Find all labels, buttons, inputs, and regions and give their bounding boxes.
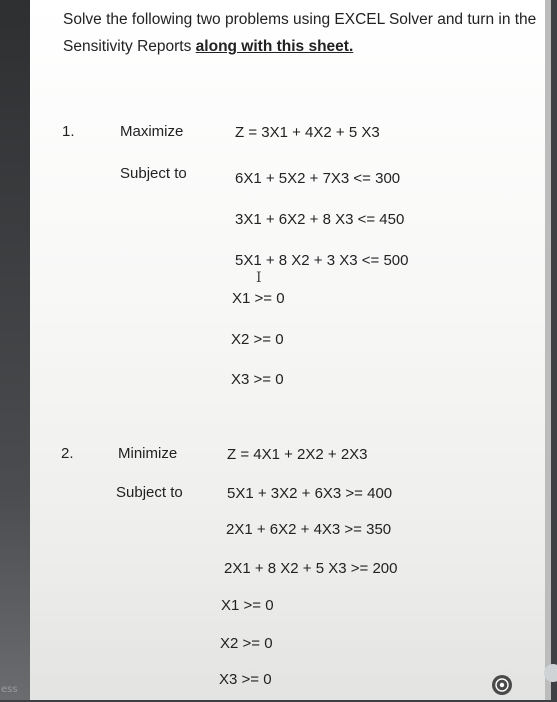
problem-1-constraint-6: X3 >= 0 [231,371,284,388]
problem-1-number: 1. [62,123,75,140]
help-icon-svg [492,675,512,695]
problem-2-constraint-1: 5X1 + 3X2 + 6X3 >= 400 [227,485,393,502]
help-icon[interactable] [492,675,512,695]
problem-1-constraint-2: 3X1 + 6X2 + 8 X3 <= 450 [235,211,405,228]
strip-text: ess [1,684,18,695]
problem-2-constraint-2: 2X1 + 6X2 + 4X3 >= 350 [226,521,392,538]
problem-1-constraint-1: 6X1 + 5X2 + 7X3 <= 300 [235,170,401,187]
background-strip [0,0,30,700]
problem-1-objective: Z = 3X1 + 4X2 + 5 X3 [235,124,380,141]
problem-1-constraint-3: 5X1 + 8 X2 + 3 X3 <= 500 [235,252,409,269]
instructions-text: Sensitivity Reports [63,38,196,55]
problem-1-subject-label: Subject to [120,165,187,182]
problem-2-constraint-6: X3 >= 0 [219,671,272,688]
problem-2-objective: Z = 4X1 + 2X2 + 2X3 [227,446,368,463]
instructions-emphasis: along with this sheet. [195,38,354,55]
problem-1-objective-label: Maximize [120,123,184,140]
document-page [30,0,551,700]
problem-2-constraint-3: 2X1 + 8 X2 + 5 X3 >= 200 [224,560,398,577]
problem-2-constraint-4: X1 >= 0 [221,597,274,614]
problem-2-subject-label: Subject to [116,484,183,501]
page-edge [545,0,551,700]
problem-2-objective-label: Minimize [118,445,178,462]
problem-1-constraint-4: X1 >= 0 [232,290,285,307]
instructions-line-1: Solve the following two problems using EXCEL Solver and turn in the [63,11,537,28]
problem-1-constraint-5: X2 >= 0 [231,331,284,348]
problem-2-constraint-5: X2 >= 0 [220,635,273,652]
problem-2-number: 2. [61,445,74,462]
text-cursor-icon: I [256,270,262,286]
instructions-line-2 [63,38,353,56]
floating-button[interactable] [544,664,557,682]
